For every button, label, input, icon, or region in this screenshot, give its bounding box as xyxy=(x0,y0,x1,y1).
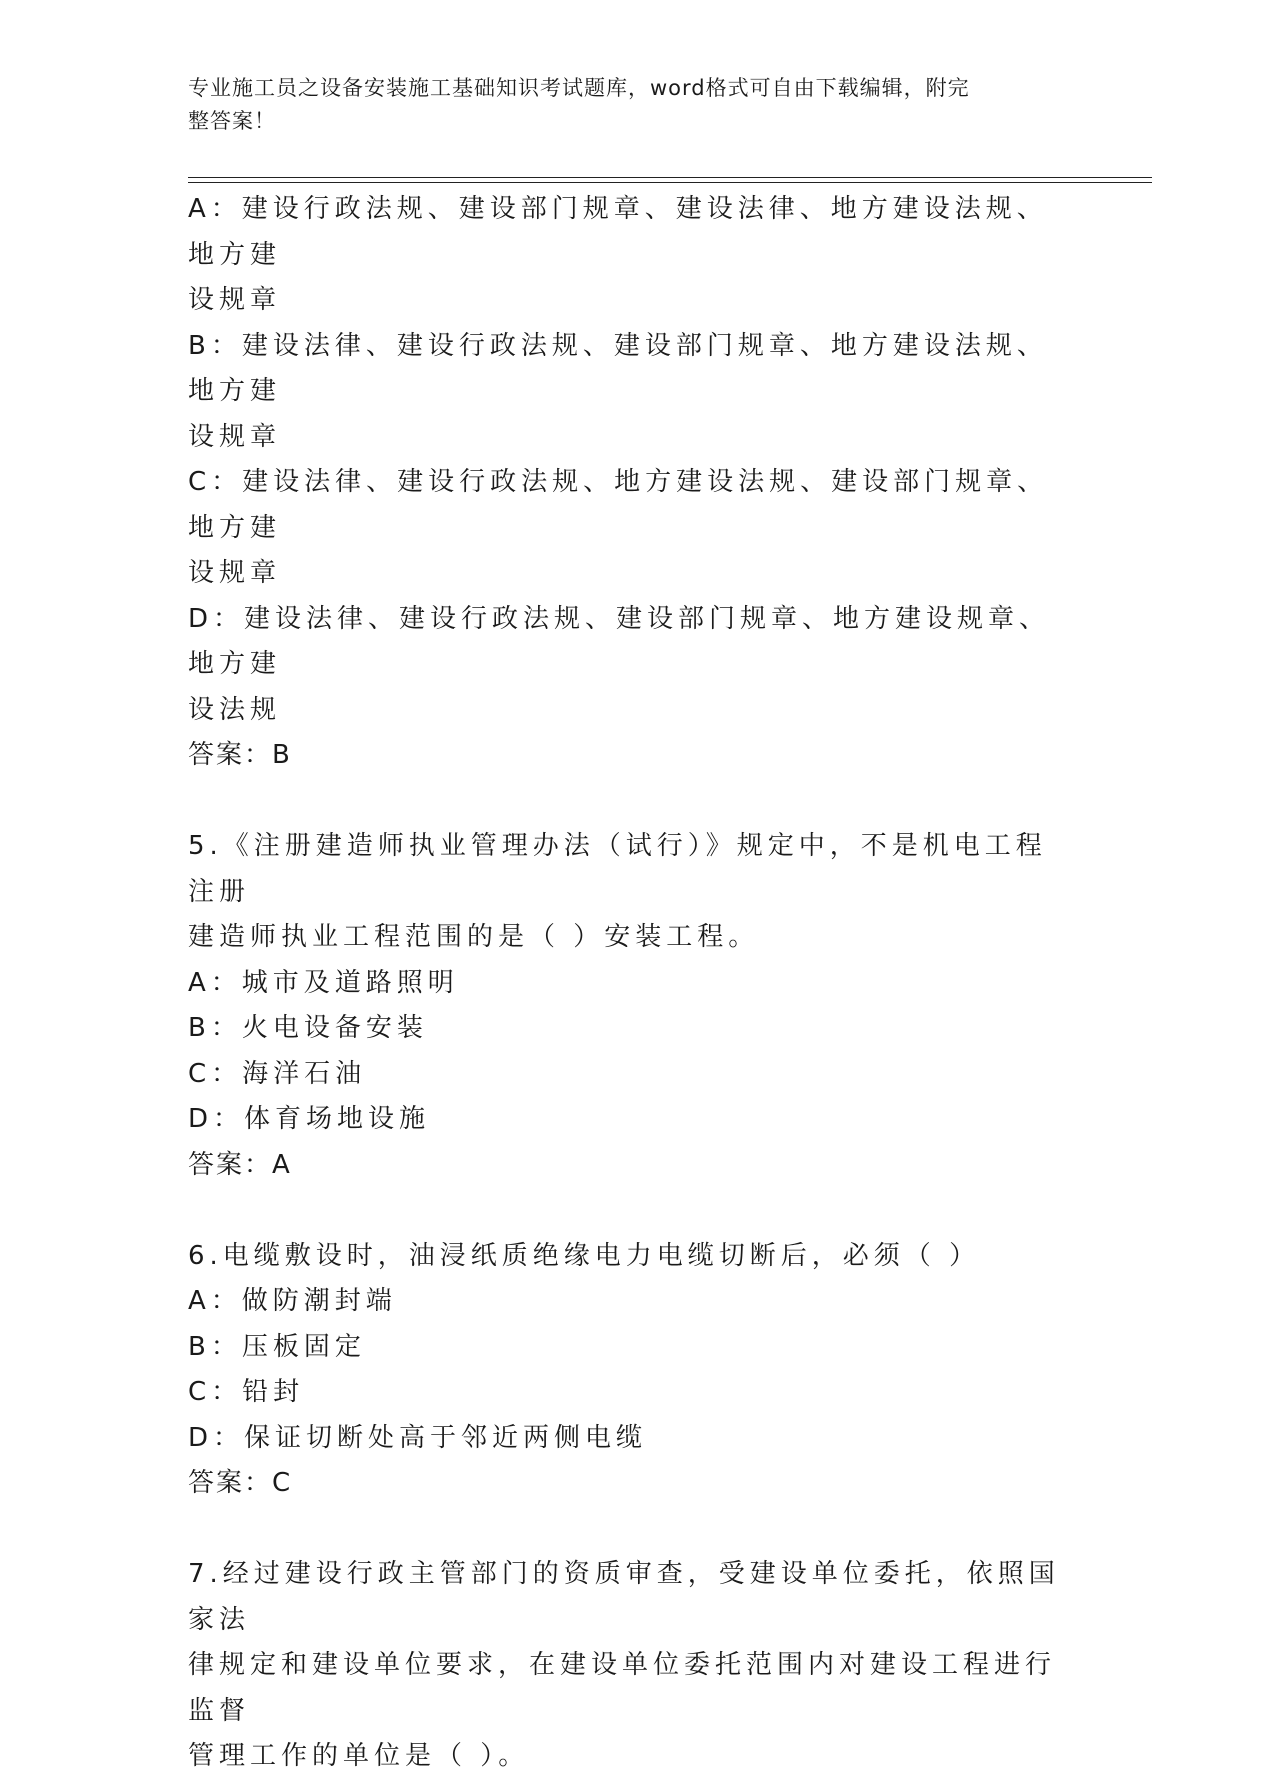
option-a: A：做防潮封端 xyxy=(188,1286,397,1316)
header-divider-top xyxy=(188,177,1152,178)
spacer xyxy=(188,1188,1068,1234)
option-d-line-2: 设法规 xyxy=(188,694,282,725)
question-5 xyxy=(188,824,1068,1188)
question-stem-line-2: 建造师执业工程范围的是（ ）安装工程。 xyxy=(188,922,760,952)
question-stem-line-1: 6.电缆敷设时，油浸纸质绝缘电力电缆切断后，必须（ ） xyxy=(188,1240,981,1271)
option-b-line-2: 设规章 xyxy=(188,421,282,452)
option-b-line-1: B：建设法律、建设行政法规、建设部门规章、地方建设法规、地方建 xyxy=(188,330,1048,406)
document-header xyxy=(188,72,1068,138)
question-6 xyxy=(188,1234,1068,1507)
header-divider-bottom xyxy=(188,182,1152,183)
answer-line: 答案：B xyxy=(188,740,292,770)
question-4-options xyxy=(188,187,1068,779)
answer-line: 答案：A xyxy=(188,1149,292,1180)
option-a-line-2: 设规章 xyxy=(188,285,282,315)
answer-line: 答案：C xyxy=(188,1468,293,1498)
spacer xyxy=(188,779,1068,825)
question-stem-line-2: 律规定和建设单位要求，在建设单位委托范围内对建设工程进行监督 xyxy=(188,1650,1057,1726)
header-line-2: 整答案！ xyxy=(188,109,276,133)
header-line-1: 专业施工员之设备安装施工基础知识考试题库，word格式可自由下载编辑，附完 xyxy=(188,76,970,100)
option-b: B：压板固定 xyxy=(188,1331,366,1362)
option-d: D：体育场地设施 xyxy=(188,1104,431,1134)
question-stem-line-1: 5.《注册建造师执业管理办法（试行）》规定中，不是机电工程注册 xyxy=(188,831,1047,907)
option-d: D：保证切断处高于邻近两侧电缆 xyxy=(188,1422,648,1453)
option-a-line-1: A：建设行政法规、建设部门规章、建设法律、地方建设法规、地方建 xyxy=(188,194,1048,270)
option-c: C：铅封 xyxy=(188,1377,305,1407)
spacer xyxy=(188,1507,1068,1553)
option-b: B：火电设备安装 xyxy=(188,1013,428,1043)
option-c-line-2: 设规章 xyxy=(188,558,282,588)
document-body xyxy=(188,187,1068,1780)
question-7 xyxy=(188,1552,1068,1780)
option-c: C：海洋石油 xyxy=(188,1058,367,1089)
option-c-line-1: C：建设法律、建设行政法规、地方建设法规、建设部门规章、地方建 xyxy=(188,467,1049,543)
option-d-line-1: D：建设法律、建设行政法规、建设部门规章、地方建设规章、地方建 xyxy=(188,603,1051,679)
option-a: A：城市及道路照明 xyxy=(188,967,459,998)
question-stem-line-1: 7.经过建设行政主管部门的资质审查，受建设单位委托，依照国家法 xyxy=(188,1559,1060,1635)
question-stem-line-3: 管理工作的单位是（ ）。 xyxy=(188,1741,530,1771)
